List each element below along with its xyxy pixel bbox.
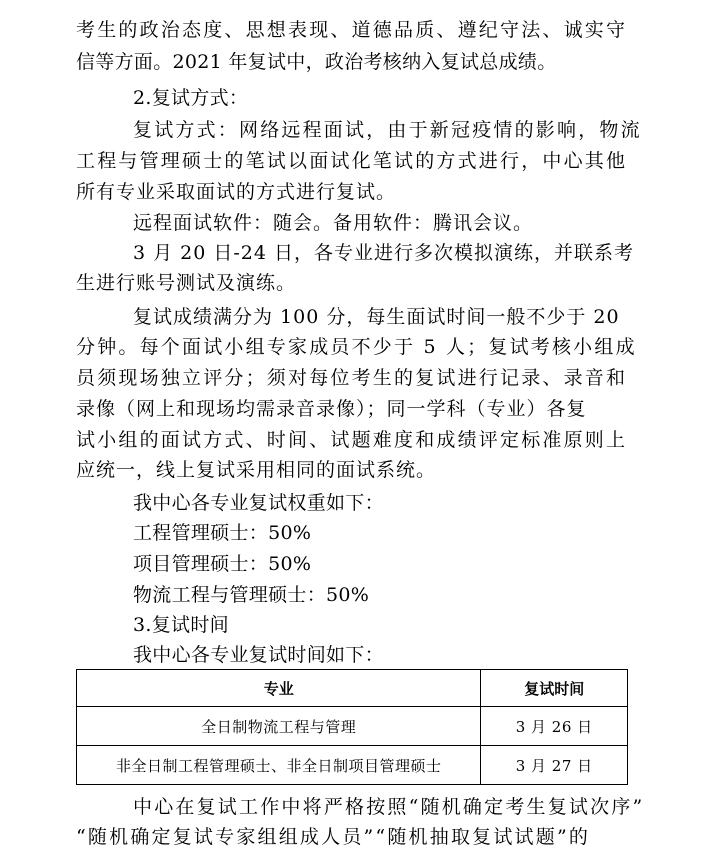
table-row bbox=[77, 707, 628, 746]
paragraph-line: “随机确定复试专家组组成人员”“随机抽取复试试题”的 bbox=[76, 826, 591, 848]
time-intro: 我中心各专业复试时间如下： bbox=[133, 644, 384, 666]
table-header-row bbox=[77, 670, 628, 707]
paragraph-line: 中心在复试工作中将严格按照“随机确定考生复试次序” bbox=[133, 796, 645, 818]
header-major: 专业 bbox=[77, 670, 481, 707]
cell-time: 3 月 26 日 bbox=[481, 707, 628, 746]
weights-intro: 我中心各专业复试权重如下： bbox=[133, 492, 384, 514]
weight-item: 项目管理硕士：50% bbox=[133, 553, 312, 575]
paragraph-line: 所有专业采取面试的方式进行复试。 bbox=[76, 181, 397, 203]
paragraph-line: 考生的政治态度、思想表现、道德品质、遵纪守法、诚实守 bbox=[76, 19, 628, 41]
cell-major: 非全日制工程管理硕士、非全日制项目管理硕士 bbox=[77, 746, 481, 785]
paragraph-line: 试小组的面试方式、时间、试题难度和成绩评定标准原则上 bbox=[76, 429, 628, 451]
paragraph-line: 复试成绩满分为 100 分，每生面试时间一般不少于 20 bbox=[133, 306, 620, 328]
cell-time: 3 月 27 日 bbox=[481, 746, 628, 785]
paragraph-line: 生进行账号测试及演练。 bbox=[76, 272, 297, 294]
schedule-table bbox=[76, 669, 628, 785]
section-heading-2: 2.复试方式： bbox=[133, 87, 249, 109]
header-time: 复试时间 bbox=[481, 670, 628, 707]
paragraph-line: 工程与管理硕士的笔试以面试化笔试的方式进行，中心其他 bbox=[76, 150, 628, 172]
table-row bbox=[77, 746, 628, 785]
paragraph-line: 3 月 20 日-24 日，各专业进行多次模拟演练，并联系考 bbox=[133, 242, 635, 264]
paragraph-line: 远程面试软件：随会。备用软件：腾讯会议。 bbox=[133, 212, 534, 234]
weight-item: 工程管理硕士：50% bbox=[133, 522, 312, 544]
paragraph-line: 应统一，线上复试采用相同的面试系统。 bbox=[76, 459, 437, 481]
weight-item: 物流工程与管理硕士：50% bbox=[133, 584, 370, 606]
paragraph-line: 员须现场独立评分；须对每位考生的复试进行记录、录音和 bbox=[76, 367, 628, 389]
paragraph-line: 分钟。每个面试小组专家成员不少于 5 人；复试考核小组成 bbox=[76, 336, 637, 358]
paragraph-line: 录像（网上和现场均需录音录像）；同一学科（专业）各复 bbox=[76, 398, 587, 420]
section-heading-3: 3.复试时间 bbox=[133, 614, 229, 636]
paragraph-line: 复试方式：网络远程面试，由于新冠疫情的影响，物流 bbox=[133, 119, 642, 141]
cell-major: 全日制物流工程与管理 bbox=[77, 707, 481, 746]
paragraph-line: 信等方面。2021 年复试中，政治考核纳入复试总成绩。 bbox=[76, 51, 557, 73]
